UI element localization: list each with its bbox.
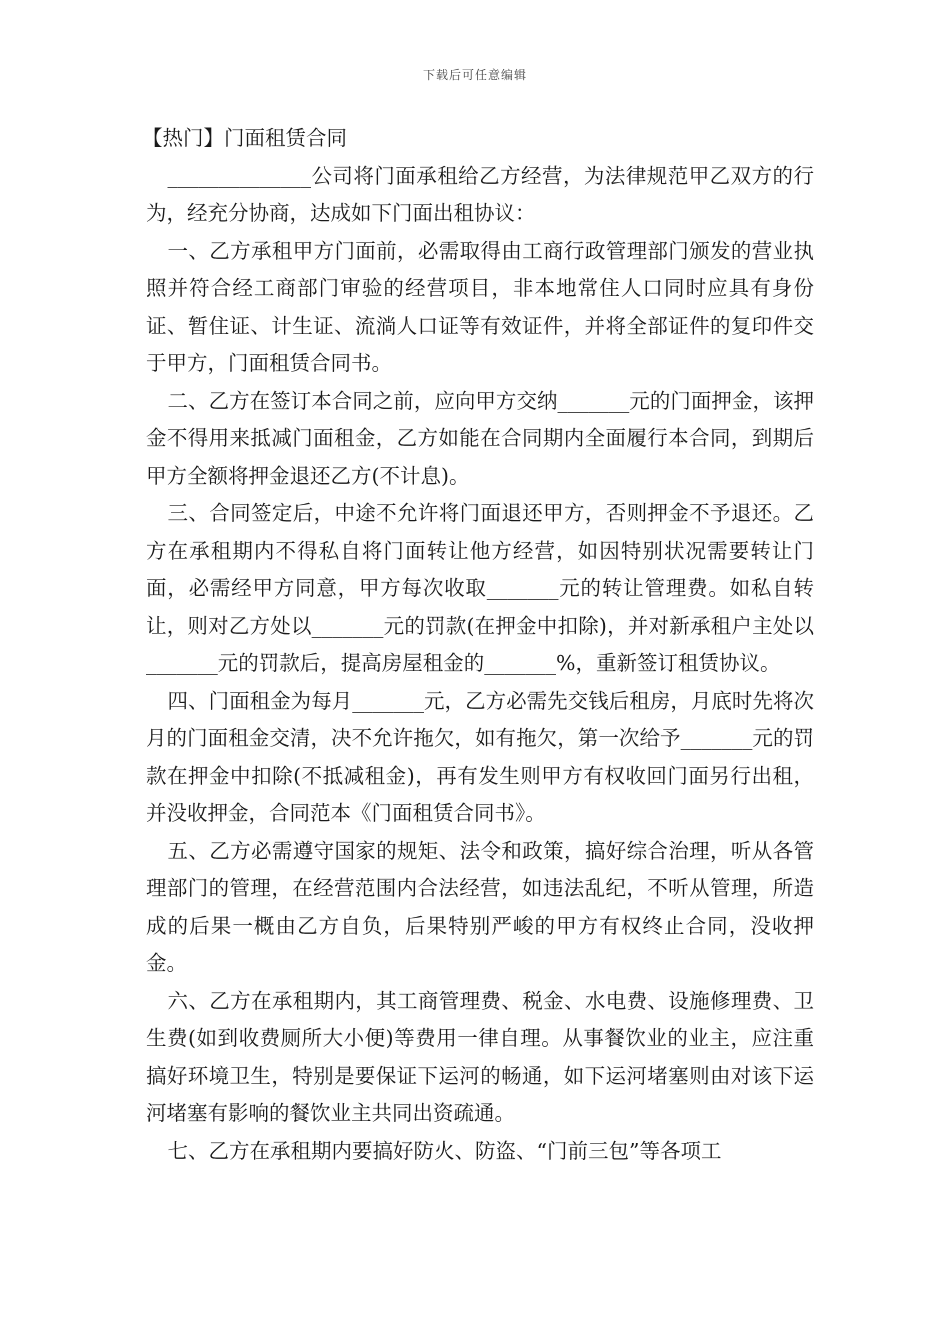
paragraph-clause-1: 一、乙方承租甲方门面前，必需取得由工商行政管理部门颁发的营业执照并符合经工商部门审验的经营项目，非本地常住人口同时应具有身份证、暂住证、计生证、流淌人口证等有效证件，并将全部证件的复印件交于甲方，门面租赁合同书。 bbox=[146, 238, 814, 375]
header-note: 下载后可任意编辑 bbox=[422, 68, 527, 82]
paragraph-clause-5: 五、乙方必需遵守国家的规矩、法令和政策，搞好综合治理，听从各管理部门的管理，在经营范围内合法经营，如违法乱纪，不听从管理，所造成的后果一概由乙方自负，后果特别严峻的甲方有权终止合同，没收押金。 bbox=[146, 838, 814, 975]
paragraph-clause-2: 二、乙方在签订本合同之前，应向甲方交纳_______元的门面押金，该押金不得用来抵减门面租金，乙方如能在合同期内全面履行本合同，到期后甲方全额将押金退还乙方(不计息)。 bbox=[146, 388, 814, 488]
document-title: 【热门】门面租赁合同 bbox=[142, 126, 347, 150]
paragraph-clause-7: 七、乙方在承租期内要搞好防火、防盗、“门前三包”等各项工 bbox=[167, 1138, 722, 1163]
paragraph-clause-3: 三、合同签定后，中途不允许将门面退还甲方，否则押金不予退还。乙方在承租期内不得私自将门面转让他方经营，如因特别状况需要转让门面，必需经甲方同意，甲方每次收取_______元的转让管理费。如私自转让，则对乙方处以_______元的罚款(在押金中扣除)，并对新承租户主处以_______元的罚款后，提高房屋租金的_______%，重新签订租赁协议。 bbox=[146, 501, 814, 675]
document-body bbox=[142, 120, 814, 1170]
paragraph-clause-6: 六、乙方在承租期内，其工商管理费、税金、水电费、设施修理费、卫生费(如到收费厕所大小便)等费用一律自理。从事餐饮业的业主，应注重搞好环境卫生，特别是要保证下运河的畅通，如下运河堵塞则由对该下运河堵塞有影响的餐饮业主共同出资疏通。 bbox=[146, 988, 814, 1125]
paragraph-intro: ______________公司将门面承租给乙方经营，为法律规范甲乙双方的行为，经充分协商，达成如下门面出租协议： bbox=[146, 163, 814, 225]
paragraph-clause-4: 四、门面租金为每月_______元，乙方必需先交钱后租房，月底时先将次月的门面租金交清，决不允许拖欠，如有拖欠，第一次给予_______元的罚款在押金中扣除(不抵减租金)，再有发生则甲方有权收回门面另行出租，并没收押金，合同范本《门面租赁合同书》。 bbox=[146, 688, 814, 825]
